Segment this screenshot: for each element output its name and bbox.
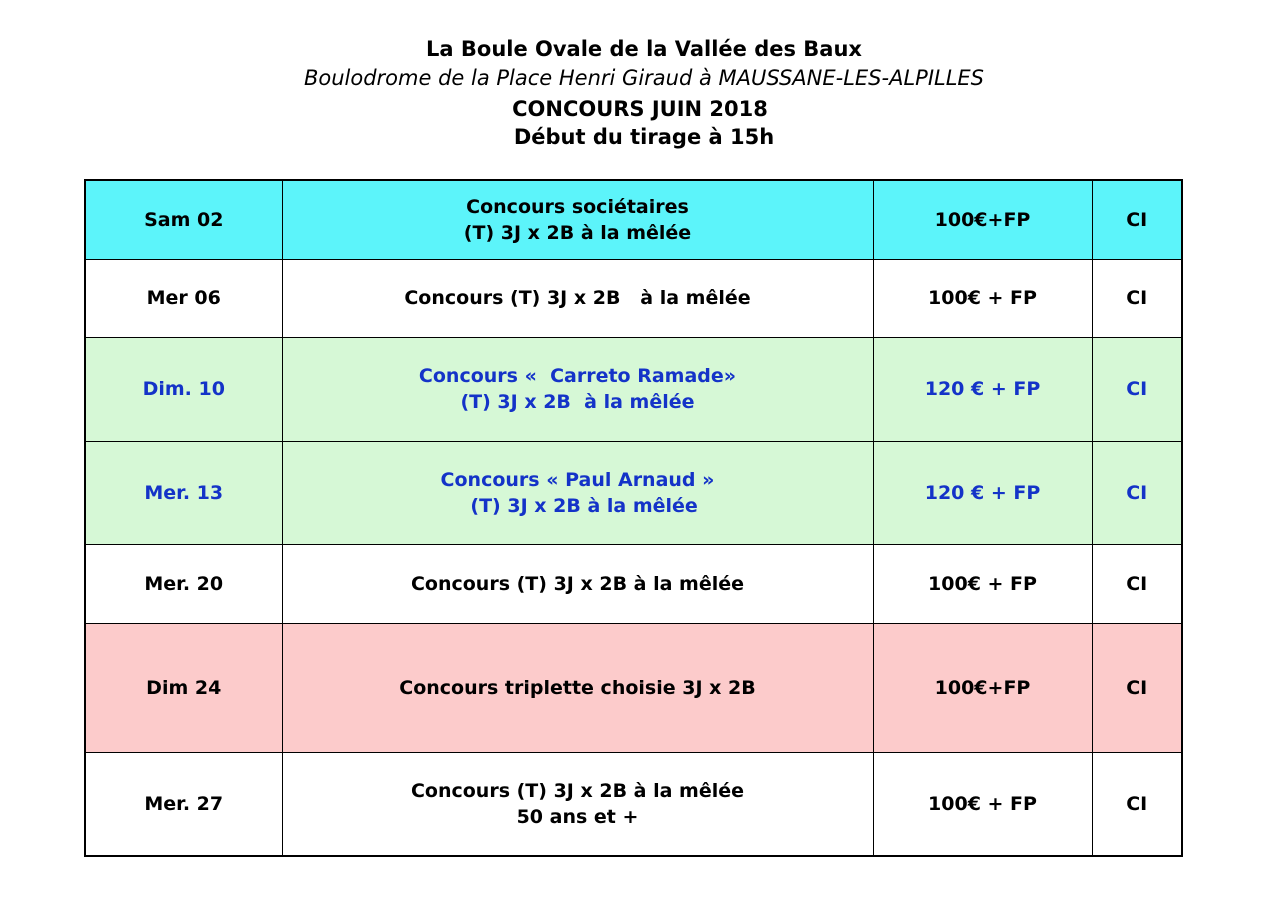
- description-line: Concours (T) 3J x 2B à la mêlée: [410, 572, 745, 595]
- description-cell: [282, 259, 873, 337]
- table-row: [85, 259, 1182, 337]
- description-line: Concours sociétaires: [466, 195, 689, 218]
- date-cell: Sam 02: [85, 180, 282, 259]
- prize-cell: 100€ + FP: [873, 752, 1092, 856]
- table-row: [85, 180, 1182, 259]
- description-line: Concours (T) 3J x 2B à la mêlée: [404, 287, 751, 309]
- description-cell: [282, 337, 873, 441]
- description-cell: [282, 752, 873, 856]
- description-line: (T) 3J x 2B à la mêlée: [457, 494, 698, 517]
- document-header: [0, 34, 1280, 154]
- description-line: 50 ans et +: [516, 805, 639, 828]
- category-cell: CI: [1092, 259, 1182, 337]
- prize-cell: 120 € + FP: [873, 337, 1092, 441]
- category-cell: CI: [1092, 623, 1182, 752]
- prize-cell: 120 € + FP: [873, 441, 1092, 544]
- date-cell: Mer 06: [85, 259, 282, 337]
- event-title: CONCOURS JUIN 2018: [512, 97, 768, 121]
- table-row: [85, 752, 1182, 856]
- club-title: La Boule Ovale de la Vallée des Baux: [426, 37, 862, 61]
- description-line: Concours « Carreto Ramade»: [418, 365, 737, 387]
- description-cell: [282, 623, 873, 752]
- category-cell: CI: [1092, 337, 1182, 441]
- category-cell: CI: [1092, 544, 1182, 623]
- start-time: Début du tirage à 15h: [513, 125, 775, 149]
- date-cell: Dim. 10: [85, 337, 282, 441]
- prize-cell: 100€ + FP: [873, 259, 1092, 337]
- category-cell: CI: [1092, 180, 1182, 259]
- category-cell: CI: [1092, 752, 1182, 856]
- date-cell: Mer. 13: [85, 441, 282, 544]
- table-row: [85, 544, 1182, 623]
- description-line: (T) 3J x 2B à la mêlée: [460, 391, 695, 413]
- description-cell: [282, 441, 873, 544]
- schedule-table: [84, 179, 1183, 857]
- date-cell: Mer. 27: [85, 752, 282, 856]
- table-row: [85, 441, 1182, 544]
- table-row: [85, 623, 1182, 752]
- description-line: Concours « Paul Arnaud »: [440, 468, 715, 491]
- table-row: [85, 337, 1182, 441]
- date-cell: Dim 24: [85, 623, 282, 752]
- prize-cell: 100€ + FP: [873, 544, 1092, 623]
- venue-subtitle: Boulodrome de la Place Henri Giraud à MAUSSANE-LES-ALPILLES: [303, 66, 985, 90]
- description-cell: [282, 180, 873, 259]
- description-line: Concours (T) 3J x 2B à la mêlée: [410, 779, 745, 802]
- description-line: Concours triplette choisie 3J x 2B: [399, 676, 756, 699]
- prize-cell: 100€+FP: [873, 623, 1092, 752]
- prize-cell: 100€+FP: [873, 180, 1092, 259]
- description-line: (T) 3J x 2B à la mêlée: [463, 221, 692, 244]
- description-cell: [282, 544, 873, 623]
- category-cell: CI: [1092, 441, 1182, 544]
- date-cell: Mer. 20: [85, 544, 282, 623]
